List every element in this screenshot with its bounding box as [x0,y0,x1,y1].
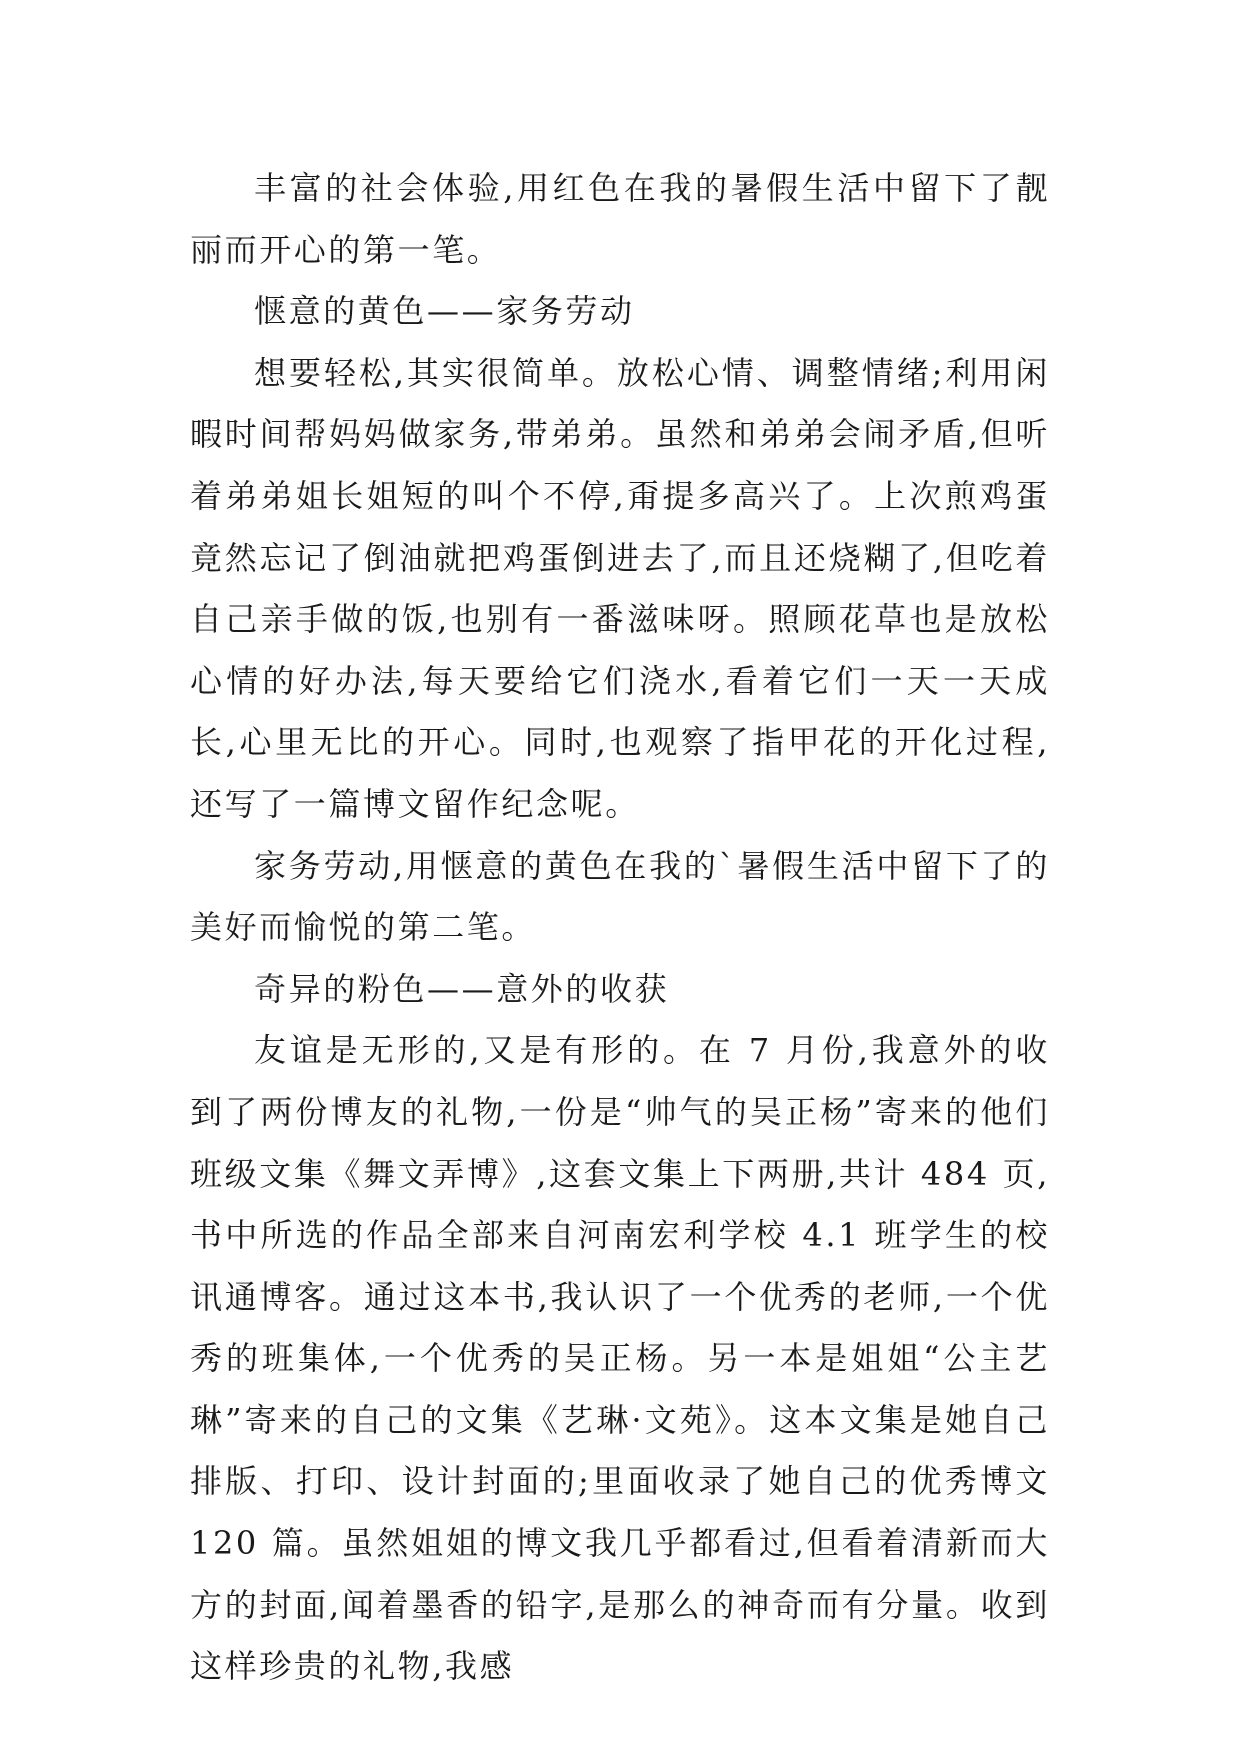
paragraph-summary-yellow: 家务劳动,用惬意的黄色在我的`暑假生活中留下了的美好而愉悦的第二笔。 [190,846,1050,947]
section-heading-pink: 奇异的粉色——意外的收获 [254,969,670,1008]
paragraph-housework: 想要轻松,其实很简单。放松心情、调整情绪;利用闲暇时间帮妈妈做家务,带弟弟。虽然和弟弟会闹矛盾,但听着弟弟姐长姐短的叫个不停,甭提多高兴了。上次煎鸡蛋竟然忘记了倒油就把鸡蛋倒进去了,而且还烧糊了,但吃着自己亲手做的饭,也别有一番滋味呀。照顾花草也是放松心情的好办法,每天要给它们浇水,看着它们一天一天成长,心里无比的开心。同时,也观察了指甲花的开化过程,还写了一篇博文留作纪念呢。 [190,353,1050,823]
paragraph-summary-red: 丰富的社会体验,用红色在我的暑假生活中留下了靓丽而开心的第一笔。 [190,169,1050,269]
document-body [190,158,1063,1698]
paragraph-friendship: 友谊是无形的,又是有形的。在 7 月份,我意外的收到了两份博友的礼物,一份是“帅气的吴正杨”寄来的他们班级文集《舞文弄博》,这套文集上下两册,共计 484 页,书中所选的作品全部来自河南宏利学校 4.1 班学生的校讯通博客。通过这本书,我认识了一个优秀的老师,一个优秀的班集体,一个优秀的吴正杨。另一本是姐姐“公主艺琳”寄来的自己的文集《艺琳·文苑》。这本文集是她自己排版、打印、设计封面的;里面收录了她自己的优秀博文 120 篇。虽然姐姐的博文我几乎都看过,但看着清新而大方的封面,闻着墨香的铅字,是那么的神奇而有分量。收到这样珍贵的礼物,我感 [190,1031,1063,1686]
section-heading-yellow: 惬意的黄色——家务劳动 [254,292,635,331]
